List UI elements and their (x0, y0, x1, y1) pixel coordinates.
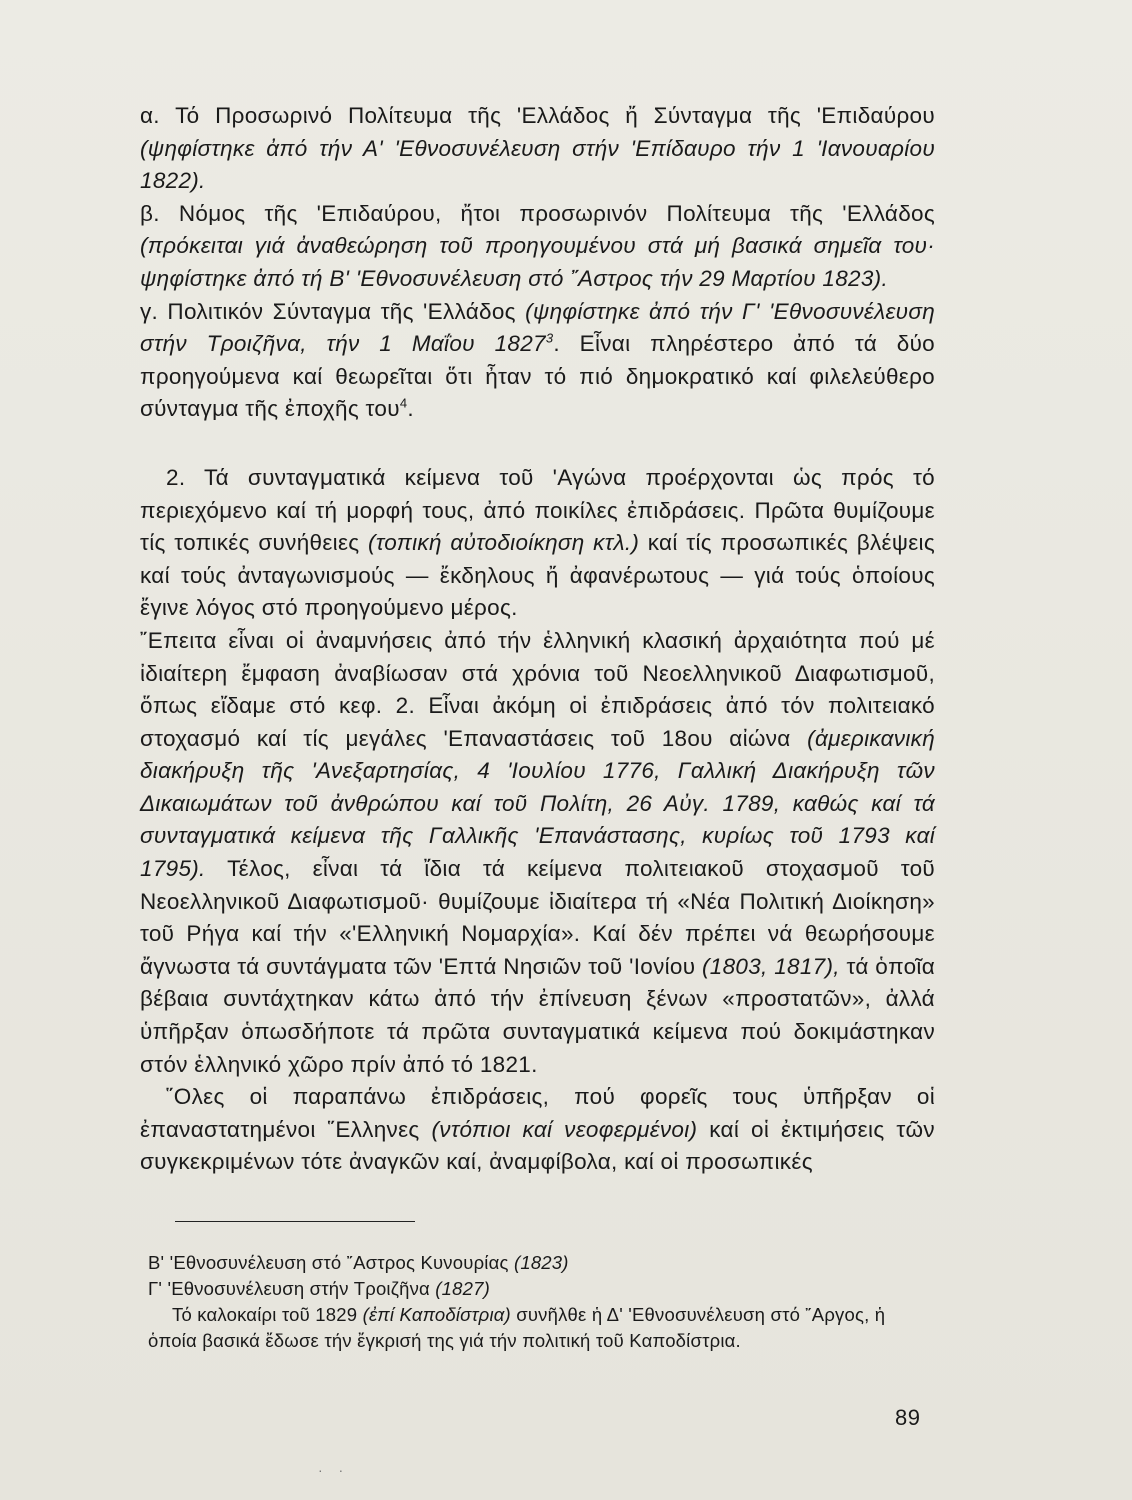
footnote-ref: 3 (545, 330, 554, 346)
footnote-ref: 4 (399, 395, 408, 411)
paragraph: ῎Επειτα εἶναι οἱ ἀναμνήσεις ἀπό τήν ἑλληνική κλασική ἀρχαιότητα πού μέ ἰδιαίτερη ἔμφαση ἀναβίωσαν στά χρόνια τοῦ Νεοελληνικοῦ Διαφωτισμοῦ, ὅπως εἴδαμε στό κεφ. 2. Εἶναι ἀκόμη οἱ ἐπιδράσεις ἀπό τόν πολιτειακό στοχασμό καί τίς μεγάλες 'Επαναστάσεις τοῦ 18ου αἰώνα (ἀμερικανική διακήρυξη τῆς 'Ανεξαρτησίας, 4 'Ιουλίου 1776, Γαλλική Διακήρυξη τῶν Δικαιωμάτων τοῦ ἀνθρώπου καί τοῦ Πολίτη, 26 Αὐγ. 1789, καθώς καί τά συνταγματικά κείμενα τῆς Γαλλικῆς 'Επανάστασης, κυρίως τοῦ 1793 καί 1795). Τέλος, εἶναι τά ἴδια τά κείμενα πολιτειακοῦ στοχασμοῦ τοῦ Νεοελληνικοῦ Διαφωτισμοῦ· θυμίζουμε ἰδιαίτερα τή «Νέα Πολιτική Διοίκηση» τοῦ Ρήγα καί τήν «'Ελληνική Νομαρχία». Καί δέν πρέπει νά θεωρήσουμε ἄγνωστα τά συντάγματα τῶν 'Επτά Νησιῶν τοῦ 'Ιονίου (1803, 1817), τά ὁποῖα βέβαια συντάχτηκαν κάτω ἀπό τήν ἐπίνευση ξένων «προστατῶν», ἀλλά ὑπῆρξαν ὁπωσδήποτε τά πρῶτα συνταγματικά κείμενα πού δοκιμάστηκαν στόν ἑλληνικό χῶρο πρίν ἀπό τό 1821. (140, 627, 935, 1077)
item-marker: β. (140, 200, 160, 226)
list-item-gamma: γ. Πολιτικόν Σύνταγμα τῆς 'Ελλάδος (ψηφίστηκε ἀπό τήν Γ' 'Εθνοσυνέλευση στήν Τροιζῆνα, τήν 1 Μαΐου 1827$^3$. Εἶναι πληρέστερο ἀπό τά δύο προηγούμενα καί θεωρεῖται ὅτι ἦταν τό πιό δημοκρατικό καί φιλελεύθερο σύνταγμα τῆς ἐποχῆς του$^4$. (140, 298, 935, 422)
footnote-divider (175, 1221, 415, 1222)
item-italic: (πρόκειται γιά ἀναθεώρηση τοῦ προηγουμένου στά μή βασικά σημεῖα του· ψηφίστηκε ἀπό τή Β' 'Εθνοσυνέλευση στό ῎Αστρος τήν 29 Μαρτίου 1823). (140, 233, 935, 291)
item-italic: (ψηφίστηκε ἀπό τήν Α' 'Εθνοσυνέλευση στήν 'Επίδαυρο τήν 1 'Ιανουαρίου 1822). (140, 135, 935, 194)
footnote: Γ' 'Εθνοσυνέλευση στήν Τροιζῆνα (1827) (148, 1278, 490, 1299)
item-text: Νόμος τῆς 'Επιδαύρου, ἤτοι προσωρινόν Πολίτευμα τῆς 'Ελλάδος (178, 200, 935, 226)
item-marker: γ. (140, 298, 159, 324)
item-marker: α. (140, 103, 160, 128)
footnote: Β' 'Εθνοσυνέλευση στό ῎Αστρος Κυνουρίας (1823) (148, 1252, 569, 1273)
list-item-alpha (140, 100, 935, 198)
scan-specks: · · (318, 1462, 350, 1478)
item-text: Πολιτικόν Σύνταγμα τῆς 'Ελλάδος (167, 298, 516, 324)
paragraph: ῞Ολες οἱ παραπάνω ἐπιδράσεις, πού φορεῖς τους ὑπῆρξαν οἱ ἐπαναστατημένοι ῞Ελληνες (ντόπιοι καί νεοφερμένοι) καί οἱ ἐκτιμήσεις τῶν συγκεκριμένων τότε ἀναγκῶν καί, ἀναμφίβολα, καί οἱ προσωπικές (140, 1084, 935, 1175)
main-text (140, 100, 935, 1179)
footnotes (148, 1250, 928, 1354)
paragraph: 2. Τά συνταγματικά κείμενα τοῦ 'Αγώνα προέρχονται ὡς πρός τό περιεχόμενο καί τή μορφή τους, ἀπό ποικίλες ἐπιδράσεις. Πρῶτα θυμίζουμε τίς τοπικές συνήθειες (τοπική αὐτοδιοίκηση κτλ.) καί τίς προσωπικές βλέψεις καί τούς ἀνταγωνισμούς — ἔκδηλους ἤ ἀφανέρωτους — γιά τούς ὁποίους ἔγινε λόγος στό προηγούμενο μέρος. (140, 464, 935, 621)
item-text-after: . Εἶναι πληρέστερο ἀπό τά δύο προηγούμενα καί θεωρεῖται ὅτι ἦταν τό πιό δημοκρατικό καί φιλελεύθερο σύνταγμα τῆς ἐποχῆς του (140, 331, 935, 422)
item-italic: (ψηφίστηκε ἀπό τήν Γ' 'Εθνοσυνέλευση στήν Τροιζῆνα, τήν 1 Μαΐου 1827$^3$ (140, 298, 935, 357)
item-text: Τό Προσωρινό Πολίτευμα τῆς 'Ελλάδος ἤ Σύνταγμα τῆς 'Επιδαύρου (175, 103, 935, 128)
footnote: Τό καλοκαίρι τοῦ 1829 (ἐπί Καποδίστρια) συνῆλθε ἡ Δ' 'Εθνοσυνέλευση στό ῎Αργος, ἡ ὁποία βασικά ἔδωσε τήν ἔγκρισή της γιά τήν πολιτική τοῦ Καποδίστρια. (148, 1304, 886, 1351)
page-number: 89 (895, 1405, 921, 1430)
list-item-beta (140, 198, 935, 296)
